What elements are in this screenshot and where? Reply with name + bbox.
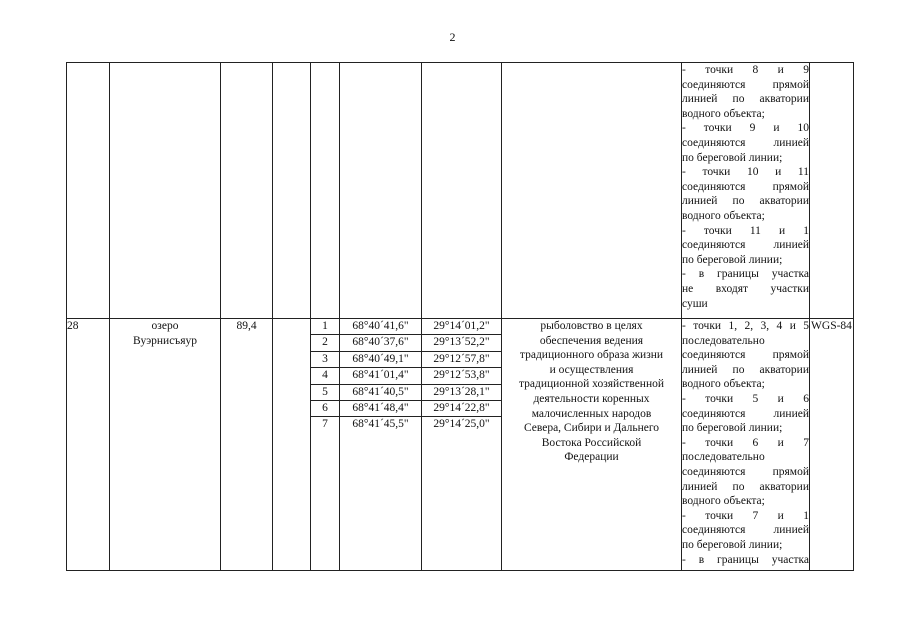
purpose-line: Севера, Сибири и Дальнего xyxy=(523,422,660,435)
purpose-line: Федерации xyxy=(564,451,619,464)
cell-longitude xyxy=(422,63,502,319)
purpose-line: традиционной хозяйственной xyxy=(518,378,665,391)
fishing-areas-table xyxy=(66,62,854,571)
description-line: линией по акватории xyxy=(682,93,809,106)
description-line: водного объекта; xyxy=(682,209,765,222)
description-line: - точки 1, 2, 3, 4 и 5 xyxy=(682,320,809,332)
point-number: 3 xyxy=(311,352,339,368)
latitude-value: 68°40´49,1" xyxy=(340,352,421,368)
latitude-value: 68°41´40,5" xyxy=(340,385,421,401)
cell-name xyxy=(110,63,221,319)
cell-boundary-description xyxy=(682,319,810,571)
description-line: соединяются линией xyxy=(682,239,809,252)
description-line: - в границы участка xyxy=(682,553,809,566)
cell-purpose xyxy=(502,319,682,571)
description-line: по береговой линии; xyxy=(682,538,783,551)
cell-longitudes xyxy=(422,319,502,571)
table-row-28 xyxy=(67,319,854,571)
cell-empty xyxy=(273,319,311,571)
cell-latitudes xyxy=(340,319,422,571)
lake-type: озеро xyxy=(151,320,179,332)
purpose-line: деятельности коренных xyxy=(533,392,650,405)
description-line: по береговой линии; xyxy=(682,151,783,164)
cell-area: 89,4 xyxy=(221,319,273,571)
description-line: водного объекта; xyxy=(682,107,765,120)
point-number: 5 xyxy=(311,385,339,401)
longitude-value: 29°14´25,0" xyxy=(433,418,490,431)
description-line: последовательно xyxy=(682,334,765,347)
description-line: соединяются прямой xyxy=(682,349,809,362)
longitude-value: 29°14´22,8" xyxy=(422,401,501,417)
cell-point-numbers xyxy=(311,319,340,571)
point-number: 7 xyxy=(322,418,328,431)
purpose-line: обеспечения ведения xyxy=(539,334,644,347)
longitude-value: 29°12´57,8" xyxy=(422,352,501,368)
cell-empty xyxy=(273,63,311,319)
purpose-line: рыболовство в целях xyxy=(540,320,643,332)
latitude-value: 68°41´01,4" xyxy=(340,368,421,384)
cell-point-number xyxy=(311,63,340,319)
lake-name: Вуэрнисъяур xyxy=(132,334,198,347)
description-line: соединяются прямой xyxy=(682,180,809,193)
description-line: - в границы участка xyxy=(682,268,809,281)
cell-purpose xyxy=(502,63,682,319)
cell-coord-system xyxy=(810,63,854,319)
point-number: 2 xyxy=(311,335,339,351)
description-line: соединяются прямой xyxy=(682,78,809,91)
latitude-value: 68°41´45,5" xyxy=(352,418,409,431)
cell-coord-system: WGS-84 xyxy=(810,319,854,571)
longitude-value: 29°13´52,2" xyxy=(422,335,501,351)
description-line: - точки 10 и 11 xyxy=(682,166,809,179)
cell-area xyxy=(221,63,273,319)
cell-boundary-description xyxy=(682,63,810,319)
description-line: линией по акватории xyxy=(682,195,809,208)
point-number: 6 xyxy=(311,401,339,417)
latitude-value: 68°40´41,6" xyxy=(340,319,421,335)
latitude-value: 68°40´37,6" xyxy=(340,335,421,351)
description-line: - точки 6 и 7 xyxy=(682,436,809,449)
description-line: - точки 8 и 9 xyxy=(682,64,809,76)
description-line: соединяются линией xyxy=(682,524,809,537)
description-line: по береговой линии; xyxy=(682,253,783,266)
cell-number: 28 xyxy=(67,319,110,571)
purpose-line: и осуществления xyxy=(549,363,634,376)
longitude-value: 29°13´28,1" xyxy=(422,385,501,401)
purpose-line: Востока Российской xyxy=(541,436,642,449)
description-line: соединяются линией xyxy=(682,136,809,149)
description-line: соединяются линией xyxy=(682,407,809,420)
description-line: не входят участки xyxy=(682,282,809,295)
description-line: соединяются прямой xyxy=(682,465,809,478)
description-line: водного объекта; xyxy=(682,495,765,508)
purpose-line: малочисленных народов xyxy=(531,407,652,420)
description-line: - точки 5 и 6 xyxy=(682,392,809,405)
description-line: водного объекта; xyxy=(682,378,765,391)
purpose-line: традиционного образа жизни xyxy=(519,349,664,362)
longitude-value: 29°12´53,8" xyxy=(422,368,501,384)
page-number: 2 xyxy=(449,30,456,44)
table-row-continued xyxy=(67,63,854,319)
cell-number xyxy=(67,63,110,319)
point-number: 4 xyxy=(311,368,339,384)
description-line: по береговой линии; xyxy=(682,422,783,435)
cell-name xyxy=(110,319,221,571)
description-line: последовательно xyxy=(682,451,765,464)
cell-latitude xyxy=(340,63,422,319)
point-number: 1 xyxy=(311,319,339,335)
latitude-value: 68°41´48,4" xyxy=(340,401,421,417)
description-line: линией по акватории xyxy=(682,363,809,376)
description-line: линией по акватории xyxy=(682,480,809,493)
longitude-value: 29°14´01,2" xyxy=(422,319,501,335)
description-line: суши xyxy=(682,297,708,310)
description-line: - точки 11 и 1 xyxy=(682,224,809,237)
description-line: - точки 9 и 10 xyxy=(682,122,809,135)
description-line: - точки 7 и 1 xyxy=(682,509,809,522)
